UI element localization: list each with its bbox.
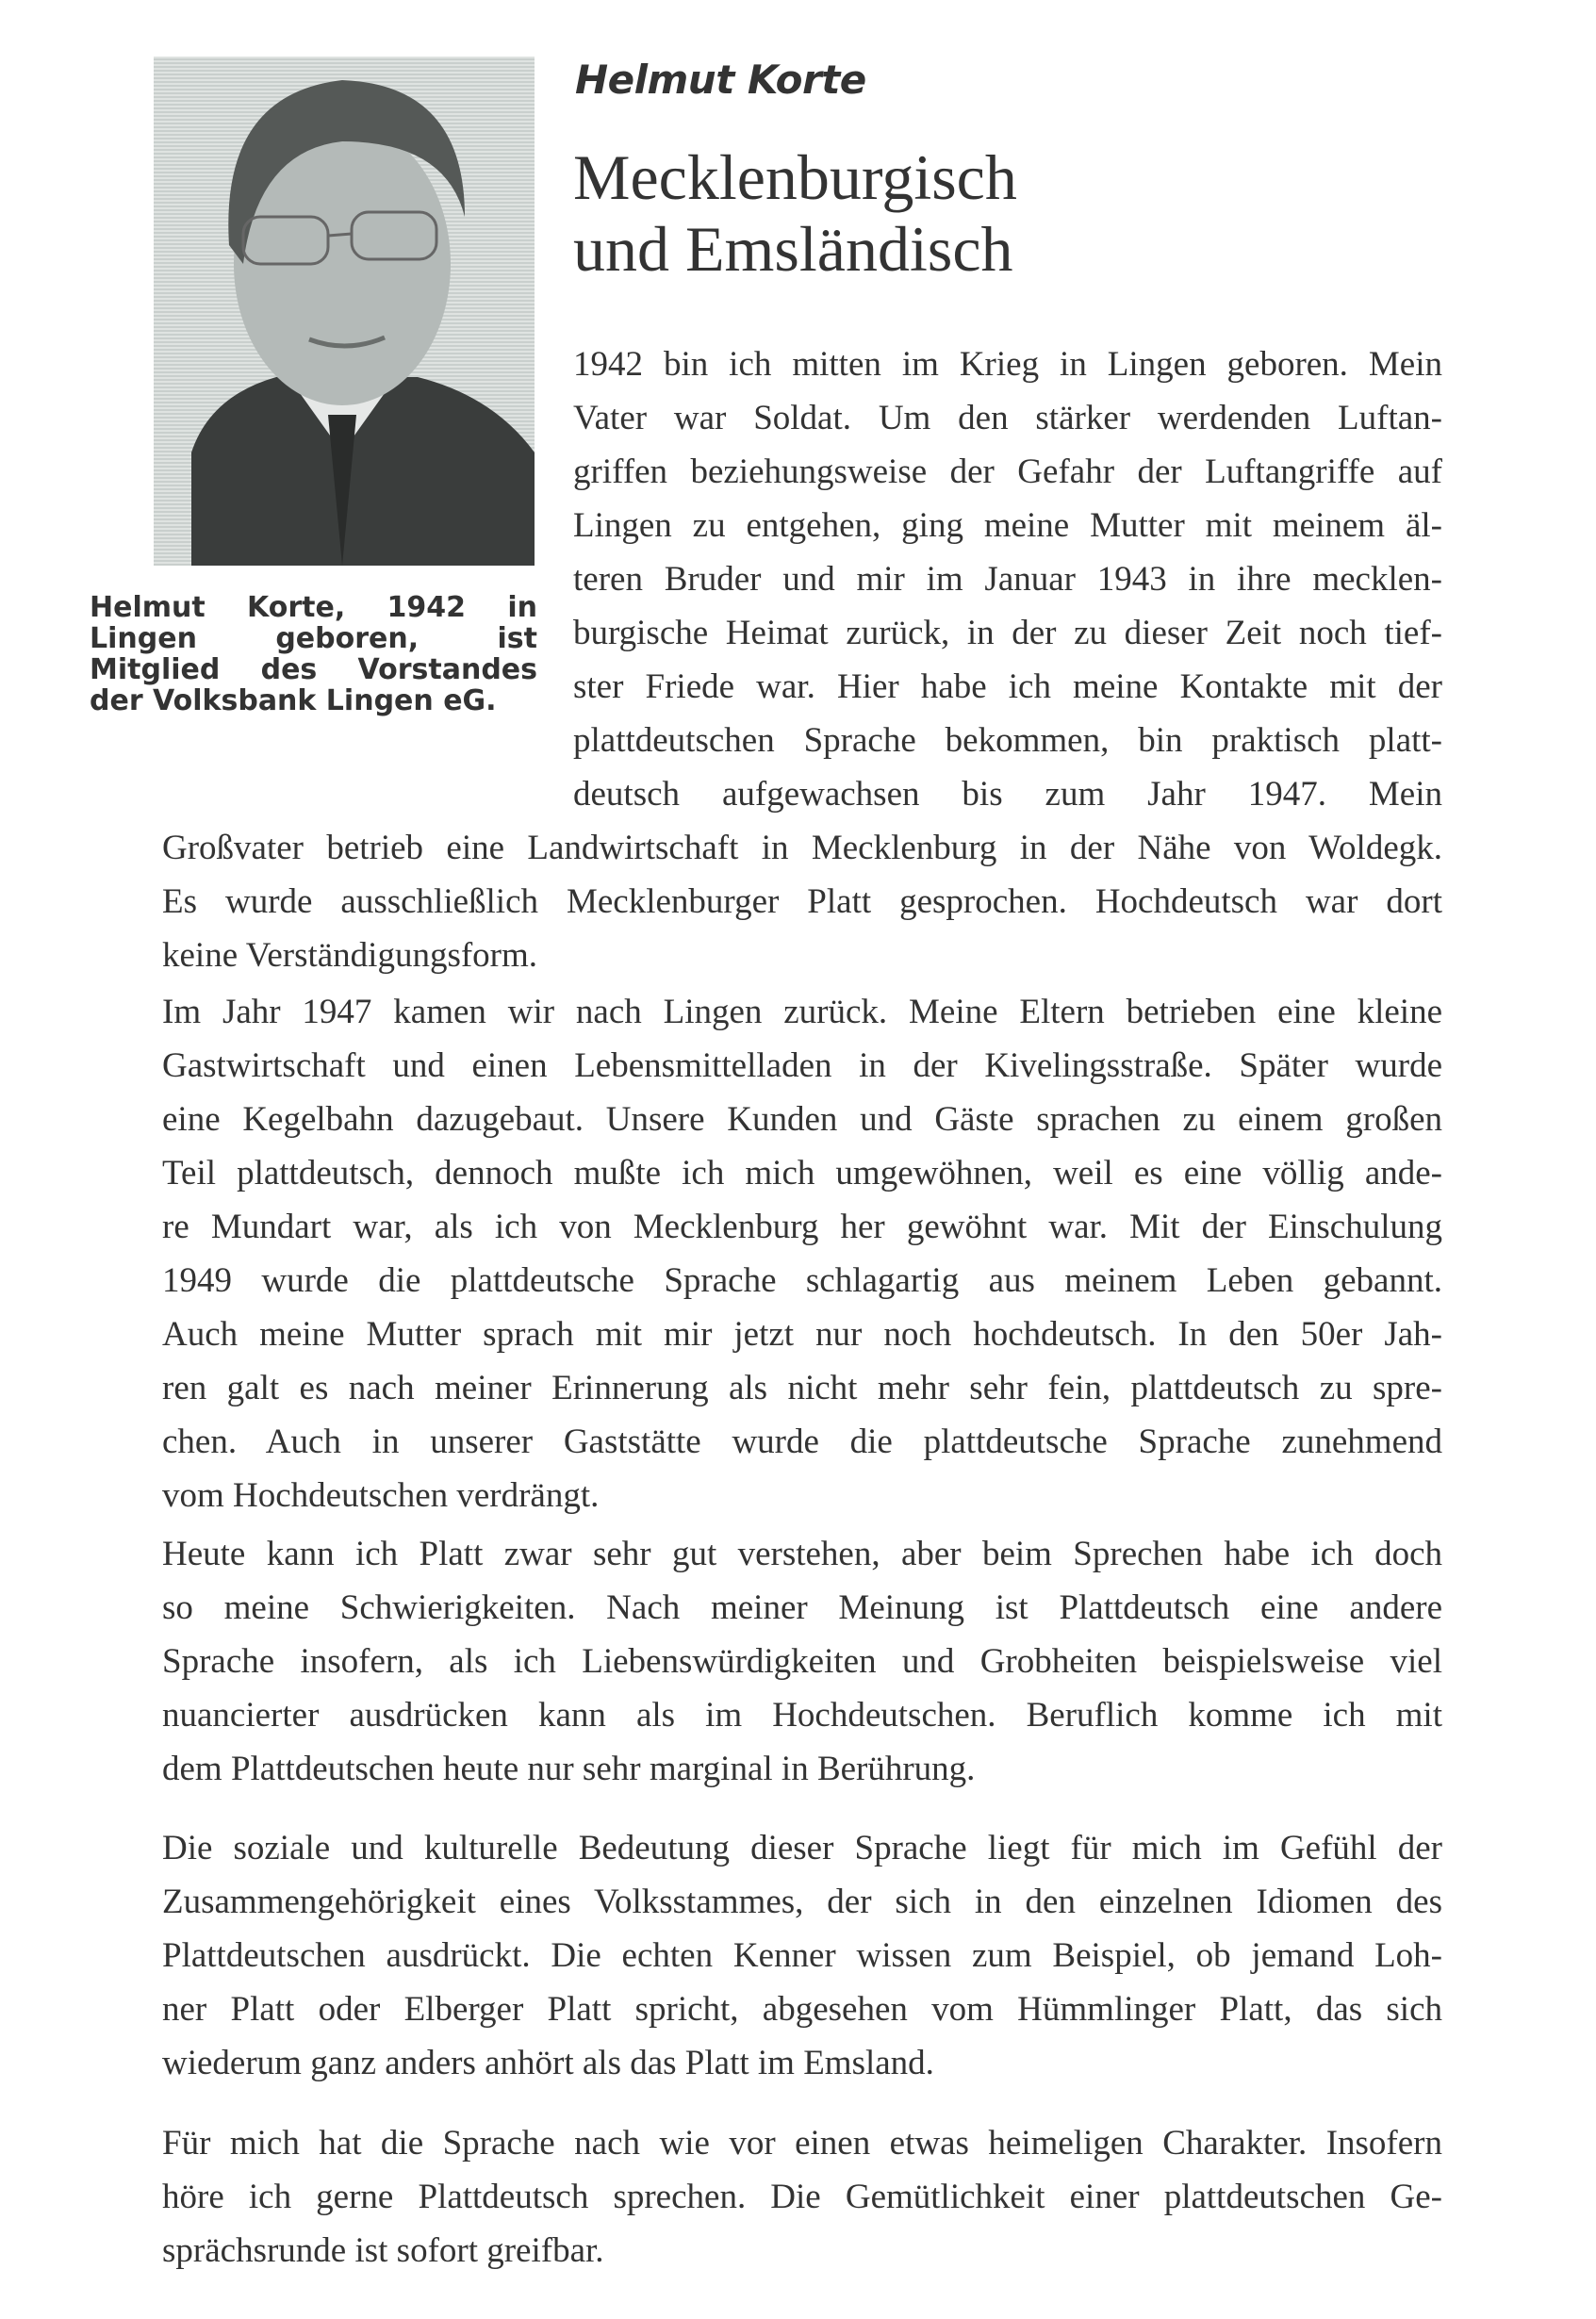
text-line: Plattdeutschen ausdrückt. Die echten Kenner wissen zum Beispiel, ob jemand Loh- [162, 1936, 1442, 1975]
text-line: nuancierter ausdrücken kann als im Hochdeutschen. Beruflich komme ich mit [162, 1696, 1442, 1735]
text-line: Die soziale und kulturelle Bedeutung dieser Sprache liegt für mich im Gefühl der [162, 1829, 1442, 1867]
author-name: Helmut Korte [575, 57, 866, 103]
text-line: ster Friede war. Hier habe ich meine Kontakte mit der [573, 667, 1442, 706]
text-line: sprächsrunde ist sofort greifbar. [162, 2231, 604, 2270]
author-portrait-photo [154, 57, 535, 566]
text-line: Lingen zu entgehen, ging meine Mutter mit meinem äl- [573, 506, 1442, 545]
portrait-illustration [154, 57, 535, 566]
paragraph-5 [162, 2116, 1442, 2278]
text-line: chen. Auch in unserer Gaststätte wurde die plattdeutsche Sprache zunehmend [162, 1423, 1442, 1461]
text-line: keine Verständigungsform. [162, 936, 538, 975]
text-line: Für mich hat die Sprache nach wie vor einen etwas heimeligen Charakter. Insofern [162, 2124, 1442, 2163]
text-line: Teil plattdeutsch, dennoch mußte ich mich umgewöhnen, weil es eine völlig ande- [162, 1154, 1442, 1192]
photo-caption: Helmut Korte, 1942 in Lingen geboren, ist Mitglied des Vorstandes der Volksbank Lingen eG. [90, 591, 537, 717]
text-line: Auch meine Mutter sprach mit mir jetzt nur noch hochdeutsch. In den 50er Jah- [162, 1315, 1442, 1354]
text-line: deutsch aufgewachsen bis zum Jahr 1947. Mein [573, 775, 1442, 814]
article-headline [573, 141, 1017, 285]
intro-paragraph [573, 337, 1442, 821]
text-line: Sprache insofern, als ich Liebenswürdigkeiten und Grobheiten beispielsweise viel [162, 1642, 1442, 1681]
paragraph-1-continued [162, 821, 1442, 982]
text-line: 1942 bin ich mitten im Krieg in Lingen geboren. Mein [573, 345, 1442, 384]
text-line: Im Jahr 1947 kamen wir nach Lingen zurück. Meine Eltern betrieben eine kleine [162, 993, 1442, 1031]
paragraph-4 [162, 1821, 1442, 2090]
text-line: Vater war Soldat. Um den stärker werdenden Luftan- [573, 399, 1442, 437]
text-line: plattdeutschen Sprache bekommen, bin praktisch platt- [573, 721, 1442, 760]
text-line: Heute kann ich Platt zwar sehr gut verstehen, aber beim Sprechen habe ich doch [162, 1535, 1442, 1573]
text-line: Es wurde ausschließlich Mecklenburger Platt gesprochen. Hochdeutsch war dort [162, 882, 1442, 921]
text-line: teren Bruder und mir im Januar 1943 in ihre mecklen- [573, 560, 1442, 599]
text-line: burgische Heimat zurück, in der zu dieser Zeit noch tief- [573, 614, 1442, 652]
text-line: ren galt es nach meiner Erinnerung als nicht mehr sehr fein, plattdeutsch zu spre- [162, 1369, 1442, 1407]
text-line: vom Hochdeutschen verdrängt. [162, 1476, 600, 1515]
text-line: höre ich gerne Plattdeutsch sprechen. Die Gemütlichkeit einer plattdeutschen Ge- [162, 2178, 1442, 2216]
text-line: eine Kegelbahn dazugebaut. Unsere Kunden und Gäste sprachen zu einem großen [162, 1100, 1442, 1139]
text-line: Großvater betrieb eine Landwirtschaft in Mecklenburg in der Nähe von Woldegk. [162, 829, 1442, 867]
text-line: ner Platt oder Elberger Platt spricht, abgesehen vom Hümmlinger Platt, das sich [162, 1990, 1442, 2029]
headline-line: Mecklenburgisch [573, 141, 1017, 213]
text-line: wiederum ganz anders anhört als das Platt im Emsland. [162, 2044, 934, 2082]
headline-line: und Emsländisch [573, 213, 1013, 285]
text-line: dem Plattdeutschen heute nur sehr marginal in Berührung. [162, 1750, 976, 1788]
text-line: 1949 wurde die plattdeutsche Sprache schlagartig aus meinem Leben gebannt. [162, 1261, 1442, 1300]
text-line: Zusammengehörigkeit eines Volksstammes, der sich in den einzelnen Idiomen des [162, 1883, 1442, 1921]
text-line: so meine Schwierigkeiten. Nach meiner Meinung ist Plattdeutsch eine andere [162, 1588, 1442, 1627]
paragraph-3 [162, 1527, 1442, 1796]
text-line: griffen beziehungsweise der Gefahr der Luftangriffe auf [573, 452, 1442, 491]
text-line: Gastwirtschaft und einen Lebensmittelladen in der Kivelingsstraße. Später wurde [162, 1046, 1442, 1085]
paragraph-2 [162, 985, 1442, 1522]
text-line: re Mundart war, als ich von Mecklenburg her gewöhnt war. Mit der Einschulung [162, 1208, 1442, 1246]
